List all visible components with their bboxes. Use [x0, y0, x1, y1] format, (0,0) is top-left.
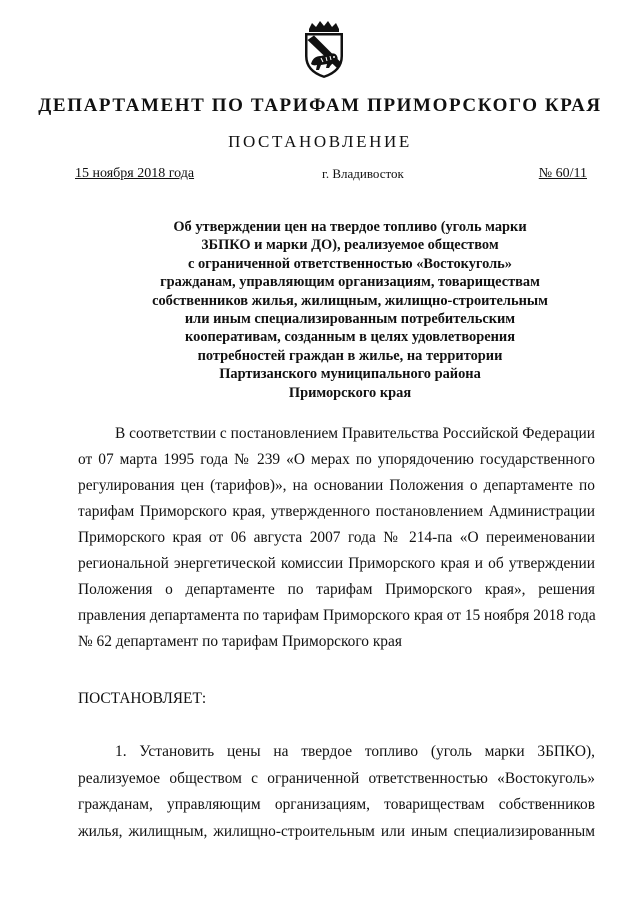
subject-line: кооперативам, созданным в целях удовлетворения [185, 329, 515, 346]
clause-1-line: жилья, жилищным, жилищно-строительным или иным специализированным [78, 822, 595, 840]
clause-1-line: 1. Установить цены на твердое топливо (уголь марки 3БПКО), [115, 743, 595, 760]
coat-of-arms-tiger-icon [299, 20, 349, 80]
subject-line: Партизанского муниципального района [219, 366, 481, 383]
subject-line: или иным специализированным потребительским [184, 311, 516, 328]
subject-line: Об утверждении цен на твердое топливо (уголь марки [173, 219, 527, 235]
preamble-line: № 62 департамент по тарифам Приморского края [78, 633, 402, 650]
resolves-label: ПОСТАНОВЛЯЕТ: [78, 690, 207, 707]
preamble-line: региональной энергетической комиссии Приморского края и об утверждении [78, 555, 595, 572]
subject-line: Приморского края [288, 384, 412, 401]
document-subject [110, 218, 590, 402]
subject-line: гражданам, управляющим организациям, товариществам [160, 274, 540, 291]
preamble-line: В соответствии с постановлением Правительства Российской Федерации [115, 425, 595, 442]
document-meta [75, 166, 587, 186]
preamble-line: правления департамента по тарифам Приморского края от 15 ноября 2018 года [78, 607, 596, 624]
clause-1-line: гражданам, управляющим организациям, товариществам собственников [78, 796, 595, 813]
preamble-paragraph [78, 421, 595, 655]
document-number: № 60/11 [538, 166, 587, 181]
preamble-line: от 07 марта 1995 года № 239 «О мерах по упорядочению государственного [78, 451, 595, 468]
clause-1-paragraph [78, 739, 595, 845]
subject-line: потребностей граждан в жилье, на территории [197, 347, 503, 364]
department-title: ДЕПАРТАМЕНТ ПО ТАРИФАМ ПРИМОРСКОГО КРАЯ [38, 95, 602, 116]
subject-line: собственников жилья, жилищным, жилищно-строительным [152, 292, 548, 309]
preamble-line: регулирования цен (тарифов)», на основании Положения о департаменте по [78, 477, 595, 494]
preamble-line: Приморского края от 06 августа 2007 года № 214-па «О переименовании [78, 529, 595, 546]
subject-line: 3БПКО и марки ДО), реализуемое обществом [201, 237, 499, 254]
preamble-line: тарифам Приморского края, утвержденного постановлением Администрации [78, 503, 595, 520]
clause-1-line: реализуемое обществом с ограниченной ответственностью «Востокуголь» [78, 769, 595, 787]
document-date: 15 ноября 2018 года [75, 166, 195, 181]
preamble-line: Положения о департаменте по тарифам Приморского края», решения [78, 581, 595, 598]
subject-line: с ограниченной ответственностью «Востокуголь» [188, 255, 512, 272]
document-type: ПОСТАНОВЛЕНИЕ [228, 132, 412, 151]
document-city: г. Владивосток [322, 166, 404, 181]
